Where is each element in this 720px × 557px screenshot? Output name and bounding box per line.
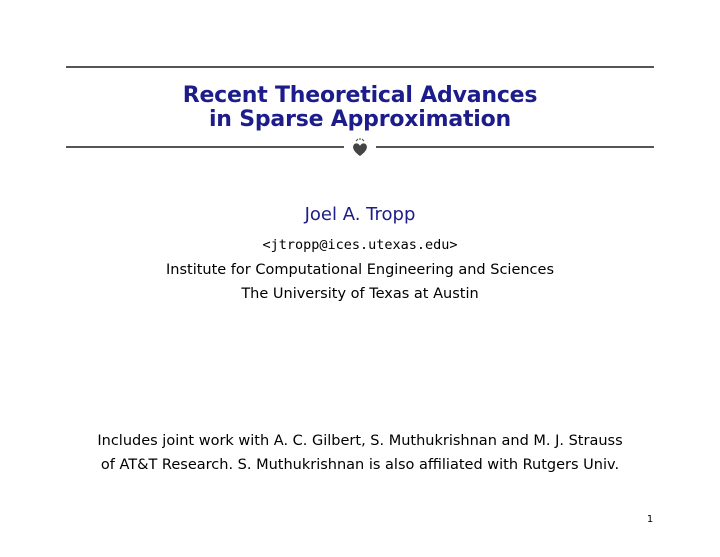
institute-name: Institute for Computational Engineering and Sciences [165,262,555,278]
page-number: 1 [646,514,654,525]
slide-title-line-1: Recent Theoretical Advances [182,83,538,108]
collaboration-note-line-1: Includes joint work with A. C. Gilbert, S. Muthukrishnan and M. J. Strauss [97,433,623,449]
slide-title-line-2: in Sparse Approximation [208,107,512,132]
author-email: <jtropp@ices.utexas.edu> [262,237,458,253]
author-name: Joel A. Tropp [304,204,416,225]
university-name: The University of Texas at Austin [241,286,479,302]
collaboration-note-line-2: of AT&T Research. S. Muthukrishnan is also affiliated with Rutgers Univ. [100,457,620,473]
top-rule [66,66,654,68]
bottom-rule-right [376,146,654,148]
bottom-rule-left [66,146,344,148]
heart-emblem-icon [348,136,372,160]
